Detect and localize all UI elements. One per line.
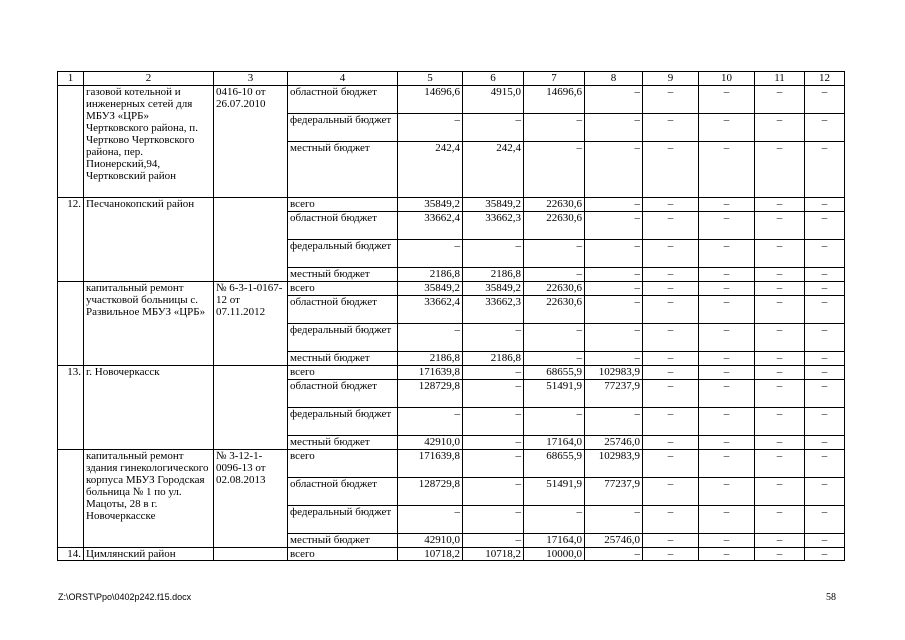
amount-cell: – bbox=[699, 408, 755, 436]
amount-cell: – bbox=[643, 86, 699, 114]
amount-cell: 171639,8 bbox=[398, 450, 463, 478]
funding-source: местный бюджет bbox=[288, 534, 398, 548]
amount-cell: – bbox=[585, 324, 643, 352]
amount-cell: – bbox=[398, 506, 463, 534]
funding-source: местный бюджет bbox=[288, 268, 398, 282]
amount-cell: – bbox=[805, 268, 845, 282]
amount-cell: – bbox=[805, 408, 845, 436]
amount-cell: – bbox=[805, 366, 845, 380]
page-number: 58 bbox=[826, 592, 836, 603]
amount-cell: – bbox=[524, 324, 585, 352]
header-cell: 4 bbox=[288, 72, 398, 86]
amount-cell: 25746,0 bbox=[585, 534, 643, 548]
amount-cell: 128729,8 bbox=[398, 478, 463, 506]
amount-cell: 14696,6 bbox=[524, 86, 585, 114]
amount-cell: – bbox=[805, 212, 845, 240]
amount-cell: 33662,4 bbox=[398, 212, 463, 240]
funding-source: местный бюджет bbox=[288, 142, 398, 198]
amount-cell: – bbox=[699, 86, 755, 114]
amount-cell: – bbox=[699, 352, 755, 366]
amount-cell: – bbox=[463, 408, 524, 436]
amount-cell: 33662,3 bbox=[463, 212, 524, 240]
amount-cell: 10718,2 bbox=[398, 548, 463, 561]
funding-source: всего bbox=[288, 366, 398, 380]
amount-cell: – bbox=[805, 506, 845, 534]
amount-cell: – bbox=[524, 142, 585, 198]
amount-cell: – bbox=[643, 478, 699, 506]
amount-cell: – bbox=[805, 548, 845, 561]
amount-cell: – bbox=[643, 408, 699, 436]
amount-cell: – bbox=[463, 380, 524, 408]
header-cell: 12 bbox=[805, 72, 845, 86]
amount-cell: – bbox=[463, 478, 524, 506]
amount-cell: 35849,2 bbox=[463, 282, 524, 296]
funding-source: областной бюджет bbox=[288, 296, 398, 324]
amount-cell: – bbox=[805, 478, 845, 506]
amount-cell: – bbox=[643, 198, 699, 212]
object-name: капитальный ремонт участковой больницы с. Развильное МБУЗ «ЦРБ» bbox=[84, 282, 214, 366]
funding-source: областной бюджет bbox=[288, 380, 398, 408]
header-cell: 8 bbox=[585, 72, 643, 86]
amount-cell: – bbox=[805, 240, 845, 268]
amount-cell: – bbox=[585, 86, 643, 114]
amount-cell: – bbox=[643, 366, 699, 380]
amount-cell: 242,4 bbox=[463, 142, 524, 198]
amount-cell: – bbox=[585, 548, 643, 561]
amount-cell: – bbox=[643, 436, 699, 450]
amount-cell: – bbox=[755, 534, 805, 548]
amount-cell: 10718,2 bbox=[463, 548, 524, 561]
amount-cell: – bbox=[805, 142, 845, 198]
amount-cell: 33662,4 bbox=[398, 296, 463, 324]
amount-cell: – bbox=[585, 198, 643, 212]
amount-cell: – bbox=[699, 506, 755, 534]
amount-cell: 17164,0 bbox=[524, 534, 585, 548]
amount-cell: – bbox=[524, 240, 585, 268]
amount-cell: 22630,6 bbox=[524, 198, 585, 212]
amount-cell: – bbox=[755, 296, 805, 324]
amount-cell: – bbox=[699, 478, 755, 506]
amount-cell: 77237,9 bbox=[585, 478, 643, 506]
amount-cell: 22630,6 bbox=[524, 212, 585, 240]
amount-cell: – bbox=[463, 114, 524, 142]
amount-cell: – bbox=[755, 86, 805, 114]
amount-cell: 68655,9 bbox=[524, 366, 585, 380]
amount-cell: – bbox=[755, 114, 805, 142]
amount-cell: – bbox=[755, 352, 805, 366]
amount-cell: – bbox=[755, 478, 805, 506]
funding-source: областной бюджет bbox=[288, 86, 398, 114]
header-cell: 1 bbox=[58, 72, 84, 86]
amount-cell: – bbox=[463, 240, 524, 268]
amount-cell: – bbox=[755, 366, 805, 380]
amount-cell: – bbox=[755, 380, 805, 408]
amount-cell: 2186,8 bbox=[398, 352, 463, 366]
row-number bbox=[58, 86, 84, 198]
amount-cell: – bbox=[643, 506, 699, 534]
table-row bbox=[58, 86, 845, 114]
amount-cell: 35849,2 bbox=[463, 198, 524, 212]
amount-cell: – bbox=[524, 408, 585, 436]
row-number: 13. bbox=[58, 366, 84, 450]
amount-cell: – bbox=[805, 296, 845, 324]
amount-cell: – bbox=[643, 212, 699, 240]
amount-cell: – bbox=[699, 296, 755, 324]
funding-source: всего bbox=[288, 282, 398, 296]
amount-cell: – bbox=[643, 548, 699, 561]
amount-cell: – bbox=[755, 142, 805, 198]
amount-cell: – bbox=[643, 324, 699, 352]
funding-source: федеральный бюджет bbox=[288, 240, 398, 268]
amount-cell: – bbox=[805, 380, 845, 408]
amount-cell: 10000,0 bbox=[524, 548, 585, 561]
header-cell: 5 bbox=[398, 72, 463, 86]
row-number bbox=[58, 282, 84, 366]
funding-source: федеральный бюджет bbox=[288, 408, 398, 436]
amount-cell: – bbox=[643, 380, 699, 408]
amount-cell: – bbox=[755, 324, 805, 352]
amount-cell: – bbox=[643, 352, 699, 366]
amount-cell: – bbox=[805, 114, 845, 142]
amount-cell: – bbox=[699, 436, 755, 450]
amount-cell: 22630,6 bbox=[524, 282, 585, 296]
amount-cell: – bbox=[585, 408, 643, 436]
amount-cell: 4915,0 bbox=[463, 86, 524, 114]
table-row bbox=[58, 366, 845, 380]
amount-cell: – bbox=[585, 296, 643, 324]
amount-cell: – bbox=[755, 548, 805, 561]
header-cell: 6 bbox=[463, 72, 524, 86]
amount-cell: – bbox=[643, 142, 699, 198]
amount-cell: 68655,9 bbox=[524, 450, 585, 478]
object-name: капитальный ремонт здания гинекологического корпуса МБУЗ Городская больница № 1 по ул. Мацоты, 28 в г. Новочеркасске bbox=[84, 450, 214, 548]
amount-cell: – bbox=[805, 450, 845, 478]
funding-source: всего bbox=[288, 198, 398, 212]
amount-cell: – bbox=[699, 534, 755, 548]
object-name: г. Новочеркасск bbox=[84, 366, 214, 450]
amount-cell: – bbox=[699, 142, 755, 198]
amount-cell: – bbox=[699, 212, 755, 240]
row-number bbox=[58, 450, 84, 548]
amount-cell: 2186,8 bbox=[398, 268, 463, 282]
row-number: 12. bbox=[58, 198, 84, 282]
amount-cell: – bbox=[643, 114, 699, 142]
amount-cell: 35849,2 bbox=[398, 282, 463, 296]
amount-cell: 17164,0 bbox=[524, 436, 585, 450]
amount-cell: – bbox=[643, 450, 699, 478]
amount-cell: – bbox=[699, 450, 755, 478]
amount-cell: 25746,0 bbox=[585, 436, 643, 450]
amount-cell: – bbox=[585, 212, 643, 240]
amount-cell: 242,4 bbox=[398, 142, 463, 198]
document-ref: 0416-10 от 26.07.2010 bbox=[214, 86, 288, 198]
amount-cell: – bbox=[398, 240, 463, 268]
amount-cell: – bbox=[755, 198, 805, 212]
amount-cell: – bbox=[585, 268, 643, 282]
object-name: газовой котельной и инженерных сетей для МБУЗ «ЦРБ» Чертковского района, п. Чертково Чертковского района, пер. Пионерский,94, Чертковский район bbox=[84, 86, 214, 198]
object-name: Песчанокопский район bbox=[84, 198, 214, 282]
amount-cell: – bbox=[463, 450, 524, 478]
amount-cell: – bbox=[585, 352, 643, 366]
amount-cell: 77237,9 bbox=[585, 380, 643, 408]
amount-cell: – bbox=[755, 282, 805, 296]
amount-cell: – bbox=[398, 114, 463, 142]
funding-source: областной бюджет bbox=[288, 478, 398, 506]
amount-cell: – bbox=[699, 240, 755, 268]
amount-cell: – bbox=[755, 506, 805, 534]
amount-cell: – bbox=[699, 548, 755, 561]
amount-cell: – bbox=[699, 282, 755, 296]
amount-cell: 51491,9 bbox=[524, 478, 585, 506]
amount-cell: – bbox=[463, 506, 524, 534]
funding-source: всего bbox=[288, 450, 398, 478]
amount-cell: 33662,3 bbox=[463, 296, 524, 324]
amount-cell: – bbox=[805, 86, 845, 114]
amount-cell: – bbox=[585, 240, 643, 268]
amount-cell: – bbox=[585, 142, 643, 198]
header-row bbox=[58, 72, 845, 86]
funding-source: областной бюджет bbox=[288, 212, 398, 240]
amount-cell: – bbox=[755, 268, 805, 282]
document-ref: № 6-3-1-0167-12 от 07.11.2012 bbox=[214, 282, 288, 366]
document-ref: № 3-12-1-0096-13 от 02.08.2013 bbox=[214, 450, 288, 548]
amount-cell: – bbox=[755, 408, 805, 436]
amount-cell: – bbox=[585, 114, 643, 142]
amount-cell: – bbox=[524, 352, 585, 366]
amount-cell: – bbox=[585, 506, 643, 534]
amount-cell: 42910,0 bbox=[398, 436, 463, 450]
amount-cell: – bbox=[699, 114, 755, 142]
file-path: Z:\ORST\Ppo\0402p242.f15.docx bbox=[58, 592, 192, 602]
header-cell: 9 bbox=[643, 72, 699, 86]
amount-cell: 128729,8 bbox=[398, 380, 463, 408]
table-row bbox=[58, 548, 845, 561]
amount-cell: 22630,6 bbox=[524, 296, 585, 324]
amount-cell: – bbox=[699, 268, 755, 282]
amount-cell: – bbox=[805, 198, 845, 212]
amount-cell: – bbox=[463, 436, 524, 450]
row-number: 14. bbox=[58, 548, 84, 561]
document-ref bbox=[214, 366, 288, 450]
budget-table bbox=[57, 71, 845, 561]
amount-cell: – bbox=[463, 324, 524, 352]
amount-cell: 2186,8 bbox=[463, 352, 524, 366]
amount-cell: – bbox=[755, 436, 805, 450]
funding-source: федеральный бюджет bbox=[288, 324, 398, 352]
amount-cell: – bbox=[643, 240, 699, 268]
amount-cell: – bbox=[643, 282, 699, 296]
document-ref bbox=[214, 198, 288, 282]
header-cell: 3 bbox=[214, 72, 288, 86]
object-name: Цимлянский район bbox=[84, 548, 214, 561]
amount-cell: 171639,8 bbox=[398, 366, 463, 380]
funding-source: местный бюджет bbox=[288, 352, 398, 366]
amount-cell: – bbox=[643, 534, 699, 548]
funding-source: федеральный бюджет bbox=[288, 114, 398, 142]
amount-cell: – bbox=[805, 324, 845, 352]
header-cell: 2 bbox=[84, 72, 214, 86]
amount-cell: – bbox=[585, 282, 643, 296]
amount-cell: 51491,9 bbox=[524, 380, 585, 408]
header-cell: 10 bbox=[699, 72, 755, 86]
header-cell: 7 bbox=[524, 72, 585, 86]
amount-cell: – bbox=[805, 282, 845, 296]
amount-cell: 14696,6 bbox=[398, 86, 463, 114]
table-row bbox=[58, 450, 845, 478]
amount-cell: – bbox=[463, 534, 524, 548]
amount-cell: – bbox=[463, 366, 524, 380]
funding-source: всего bbox=[288, 548, 398, 561]
amount-cell: 42910,0 bbox=[398, 534, 463, 548]
funding-source: федеральный бюджет bbox=[288, 506, 398, 534]
amount-cell: 102983,9 bbox=[585, 450, 643, 478]
amount-cell: – bbox=[643, 268, 699, 282]
amount-cell: – bbox=[699, 198, 755, 212]
funding-source: местный бюджет bbox=[288, 436, 398, 450]
amount-cell: – bbox=[699, 366, 755, 380]
header-cell: 11 bbox=[755, 72, 805, 86]
amount-cell: – bbox=[755, 450, 805, 478]
amount-cell: – bbox=[805, 436, 845, 450]
amount-cell: – bbox=[805, 534, 845, 548]
amount-cell: – bbox=[524, 114, 585, 142]
amount-cell: 2186,8 bbox=[463, 268, 524, 282]
amount-cell: – bbox=[699, 324, 755, 352]
amount-cell: – bbox=[398, 324, 463, 352]
amount-cell: – bbox=[755, 212, 805, 240]
table-row bbox=[58, 282, 845, 296]
amount-cell: – bbox=[524, 268, 585, 282]
amount-cell: – bbox=[805, 352, 845, 366]
table-row bbox=[58, 198, 845, 212]
amount-cell: – bbox=[699, 380, 755, 408]
amount-cell: 35849,2 bbox=[398, 198, 463, 212]
amount-cell: – bbox=[398, 408, 463, 436]
amount-cell: – bbox=[755, 240, 805, 268]
amount-cell: – bbox=[643, 296, 699, 324]
amount-cell: 102983,9 bbox=[585, 366, 643, 380]
document-ref bbox=[214, 548, 288, 561]
amount-cell: – bbox=[524, 506, 585, 534]
